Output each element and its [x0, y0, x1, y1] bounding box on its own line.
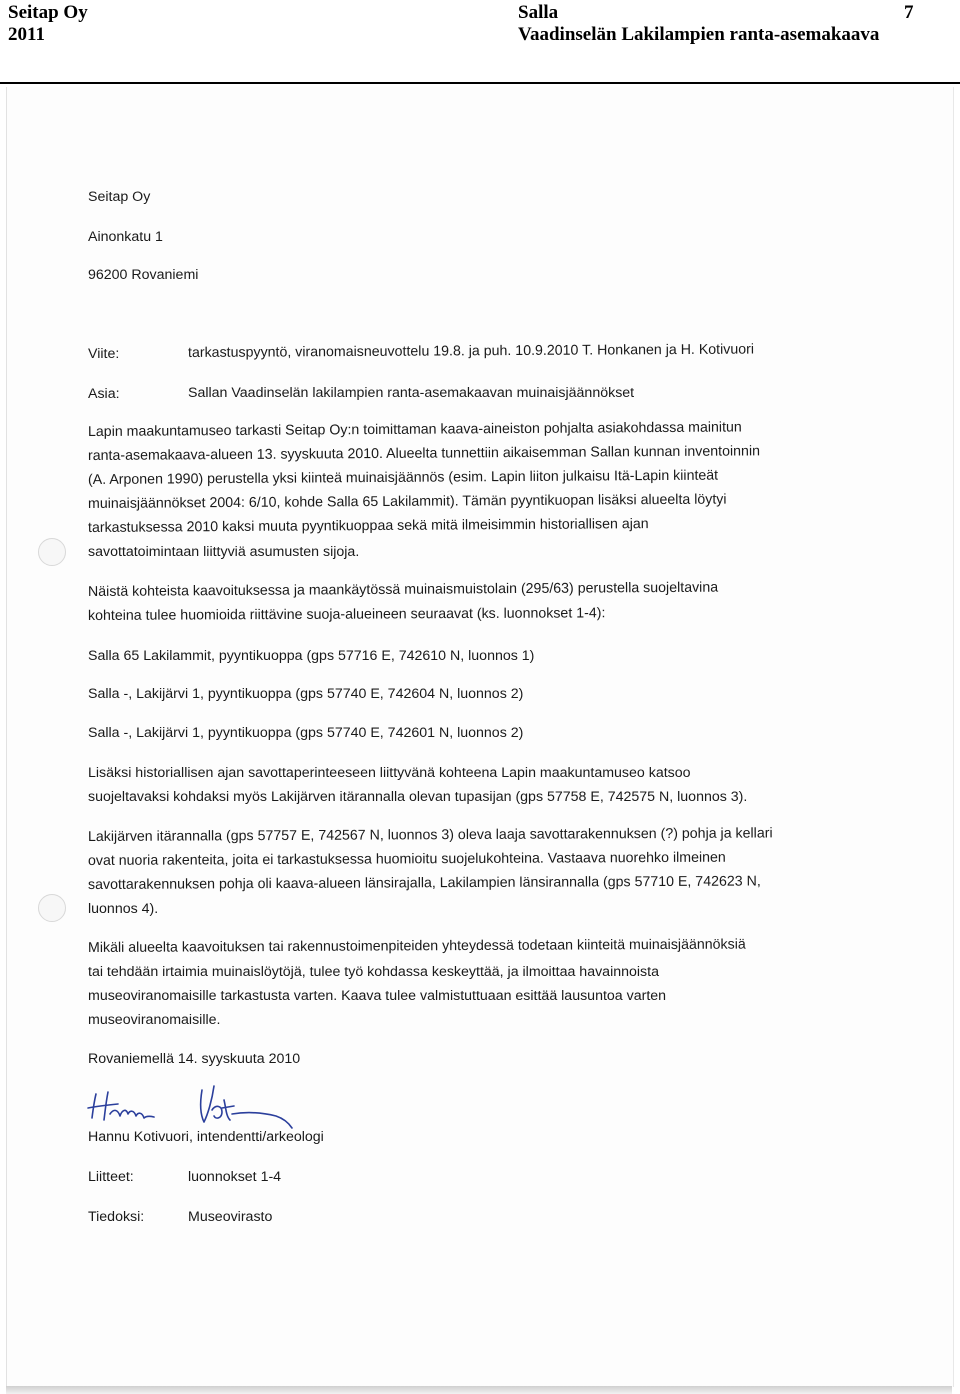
paragraph5-line: Mikäli alueelta kaavoituksen tai rakennustoimenpiteiden yhteydessä todetaan kiinteitä muinaisjäännöksiä [87, 936, 746, 956]
sender-city: 96200 Rovaniemi [88, 267, 199, 283]
paragraph1-line: (A. Arponen 1990) perustella yksi kiinteä muinaisjäännös (esim. Lapin liiton julkaisu Itä-Lapin kiinteät [87, 467, 719, 488]
cc-value: Museovirasto [188, 1209, 273, 1225]
paragraph2-line: kohteina tulee huomioida riittävine suoja-alueineen seuraavat (ks. luonnokset 1-4): [87, 605, 606, 624]
paragraph1-line: savottatoimintaan liittyviä asumusten sijoja. [88, 544, 360, 560]
site-item: Salla -, Lakijärvi 1, pyyntikuoppa (gps 57740 E, 742601 N, luonnos 2) [88, 725, 524, 741]
header-rule [0, 82, 960, 84]
paragraph2-line: Näistä kohteista kaavoituksessa ja maankäytössä muinaismuistolain (295/63) perustella suojeltavina [87, 579, 719, 600]
paragraph1-line: ranta-asemakaava-alueen 13. syyskuuta 2010. Alueelta tunnettiin aikaisemman Sallan kunnan inventoinnin [87, 443, 761, 464]
punch-hole [38, 894, 66, 922]
reference-label: Viite: [88, 346, 120, 362]
header-company: Seitap Oy [8, 2, 88, 23]
date-line: Rovaniemellä 14. syyskuuta 2010 [88, 1051, 301, 1067]
header-plan-title: Vaadinselän Lakilampien ranta-asemakaava [518, 24, 880, 45]
paragraph4-line: savottarakennuksen pohja oli kaava-alueen länsirajalla, Lakilampien länsirannalla (gps 57710 E, 742623 N, [87, 873, 761, 893]
header-left [8, 2, 88, 46]
site-item: Salla -, Lakijärvi 1, pyyntikuoppa (gps 57740 E, 742604 N, luonnos 2) [88, 686, 524, 702]
reference-value: tarkastuspyyntö, viranomaisneuvottelu 19.8. ja puh. 10.9.2010 T. Honkanen ja H. Kotivuori [187, 341, 755, 361]
header-municipality: Salla [518, 2, 559, 23]
header-year: 2011 [8, 24, 45, 45]
paragraph1-line: tarkastuksessa 2010 kaksi muuta pyyntikuoppaa sekä mitä ilmeisimmin historiallisen ajan [87, 516, 649, 536]
paragraph4-line: ovat nuoria rakenteita, joita ei tarkastuksessa huomioitu suojelukohteina. Vastaava nuorehko ilmeinen [87, 849, 726, 869]
scan-bottom-edge [6, 1386, 952, 1394]
paragraph5-line: tai tehdään irtaimia muinaislöytöjä, tulee työ kohdassa keskeyttää, ja ilmoittaa havainnoista [88, 964, 659, 980]
cc-label: Tiedoksi: [88, 1209, 145, 1225]
paragraph5-line: museoviranomaisille tarkastusta varten. Kaava tulee valmistuttuaan esittää lausuntoa varten [88, 988, 667, 1004]
sender-street: Ainonkatu 1 [88, 229, 163, 245]
attachments-label: Liitteet: [88, 1169, 134, 1185]
paragraph3-line: Lisäksi historiallisen ajan savottaperinteeseen liittyvänä kohteena Lapin maakuntamuseo katsoo [88, 765, 691, 781]
subject-label: Asia: [88, 386, 120, 402]
sender-name: Seitap Oy [88, 189, 151, 205]
attachments-value: luonnokset 1-4 [188, 1169, 282, 1185]
subject-value: Sallan Vaadinselän lakilampien ranta-asemakaavan muinaisjäännökset [188, 385, 635, 401]
punch-hole [38, 538, 66, 566]
paragraph4-line: Lakijärven itärannalla (gps 57757 E, 742567 N, luonnos 3) oleva laaja savottarakennuksen (?) pohja ja kellari [87, 825, 773, 845]
paragraph4-line: luonnos 4). [88, 901, 159, 917]
signatory-name: Hannu Kotivuori, intendentti/arkeologi [88, 1129, 324, 1145]
page-header [0, 0, 960, 86]
paragraph5-line: museoviranomaisille. [88, 1012, 221, 1028]
site-item: Salla 65 Lakilammit, pyyntikuoppa (gps 57716 E, 742610 N, luonnos 1) [88, 648, 535, 664]
paragraph3-line: suojeltavaksi kohdaksi myös Lakijärven itärannalla olevan tupasijan (gps 57758 E, 742575 N, luonnos 3). [88, 789, 748, 805]
page-number: 7 [904, 2, 914, 23]
paragraph1-line: muinaisjäännökset 2004: 6/10, kohde Salla 65 Lakilammit). Tämän pyyntikuopan lisäksi alueelta löytyi [87, 491, 727, 512]
paragraph1-line: Lapin maakuntamuseo tarkasti Seitap Oy:n toimittaman kaava-aineiston pohjalta asiakohdassa mainitun [87, 419, 742, 440]
header-center [518, 2, 879, 46]
